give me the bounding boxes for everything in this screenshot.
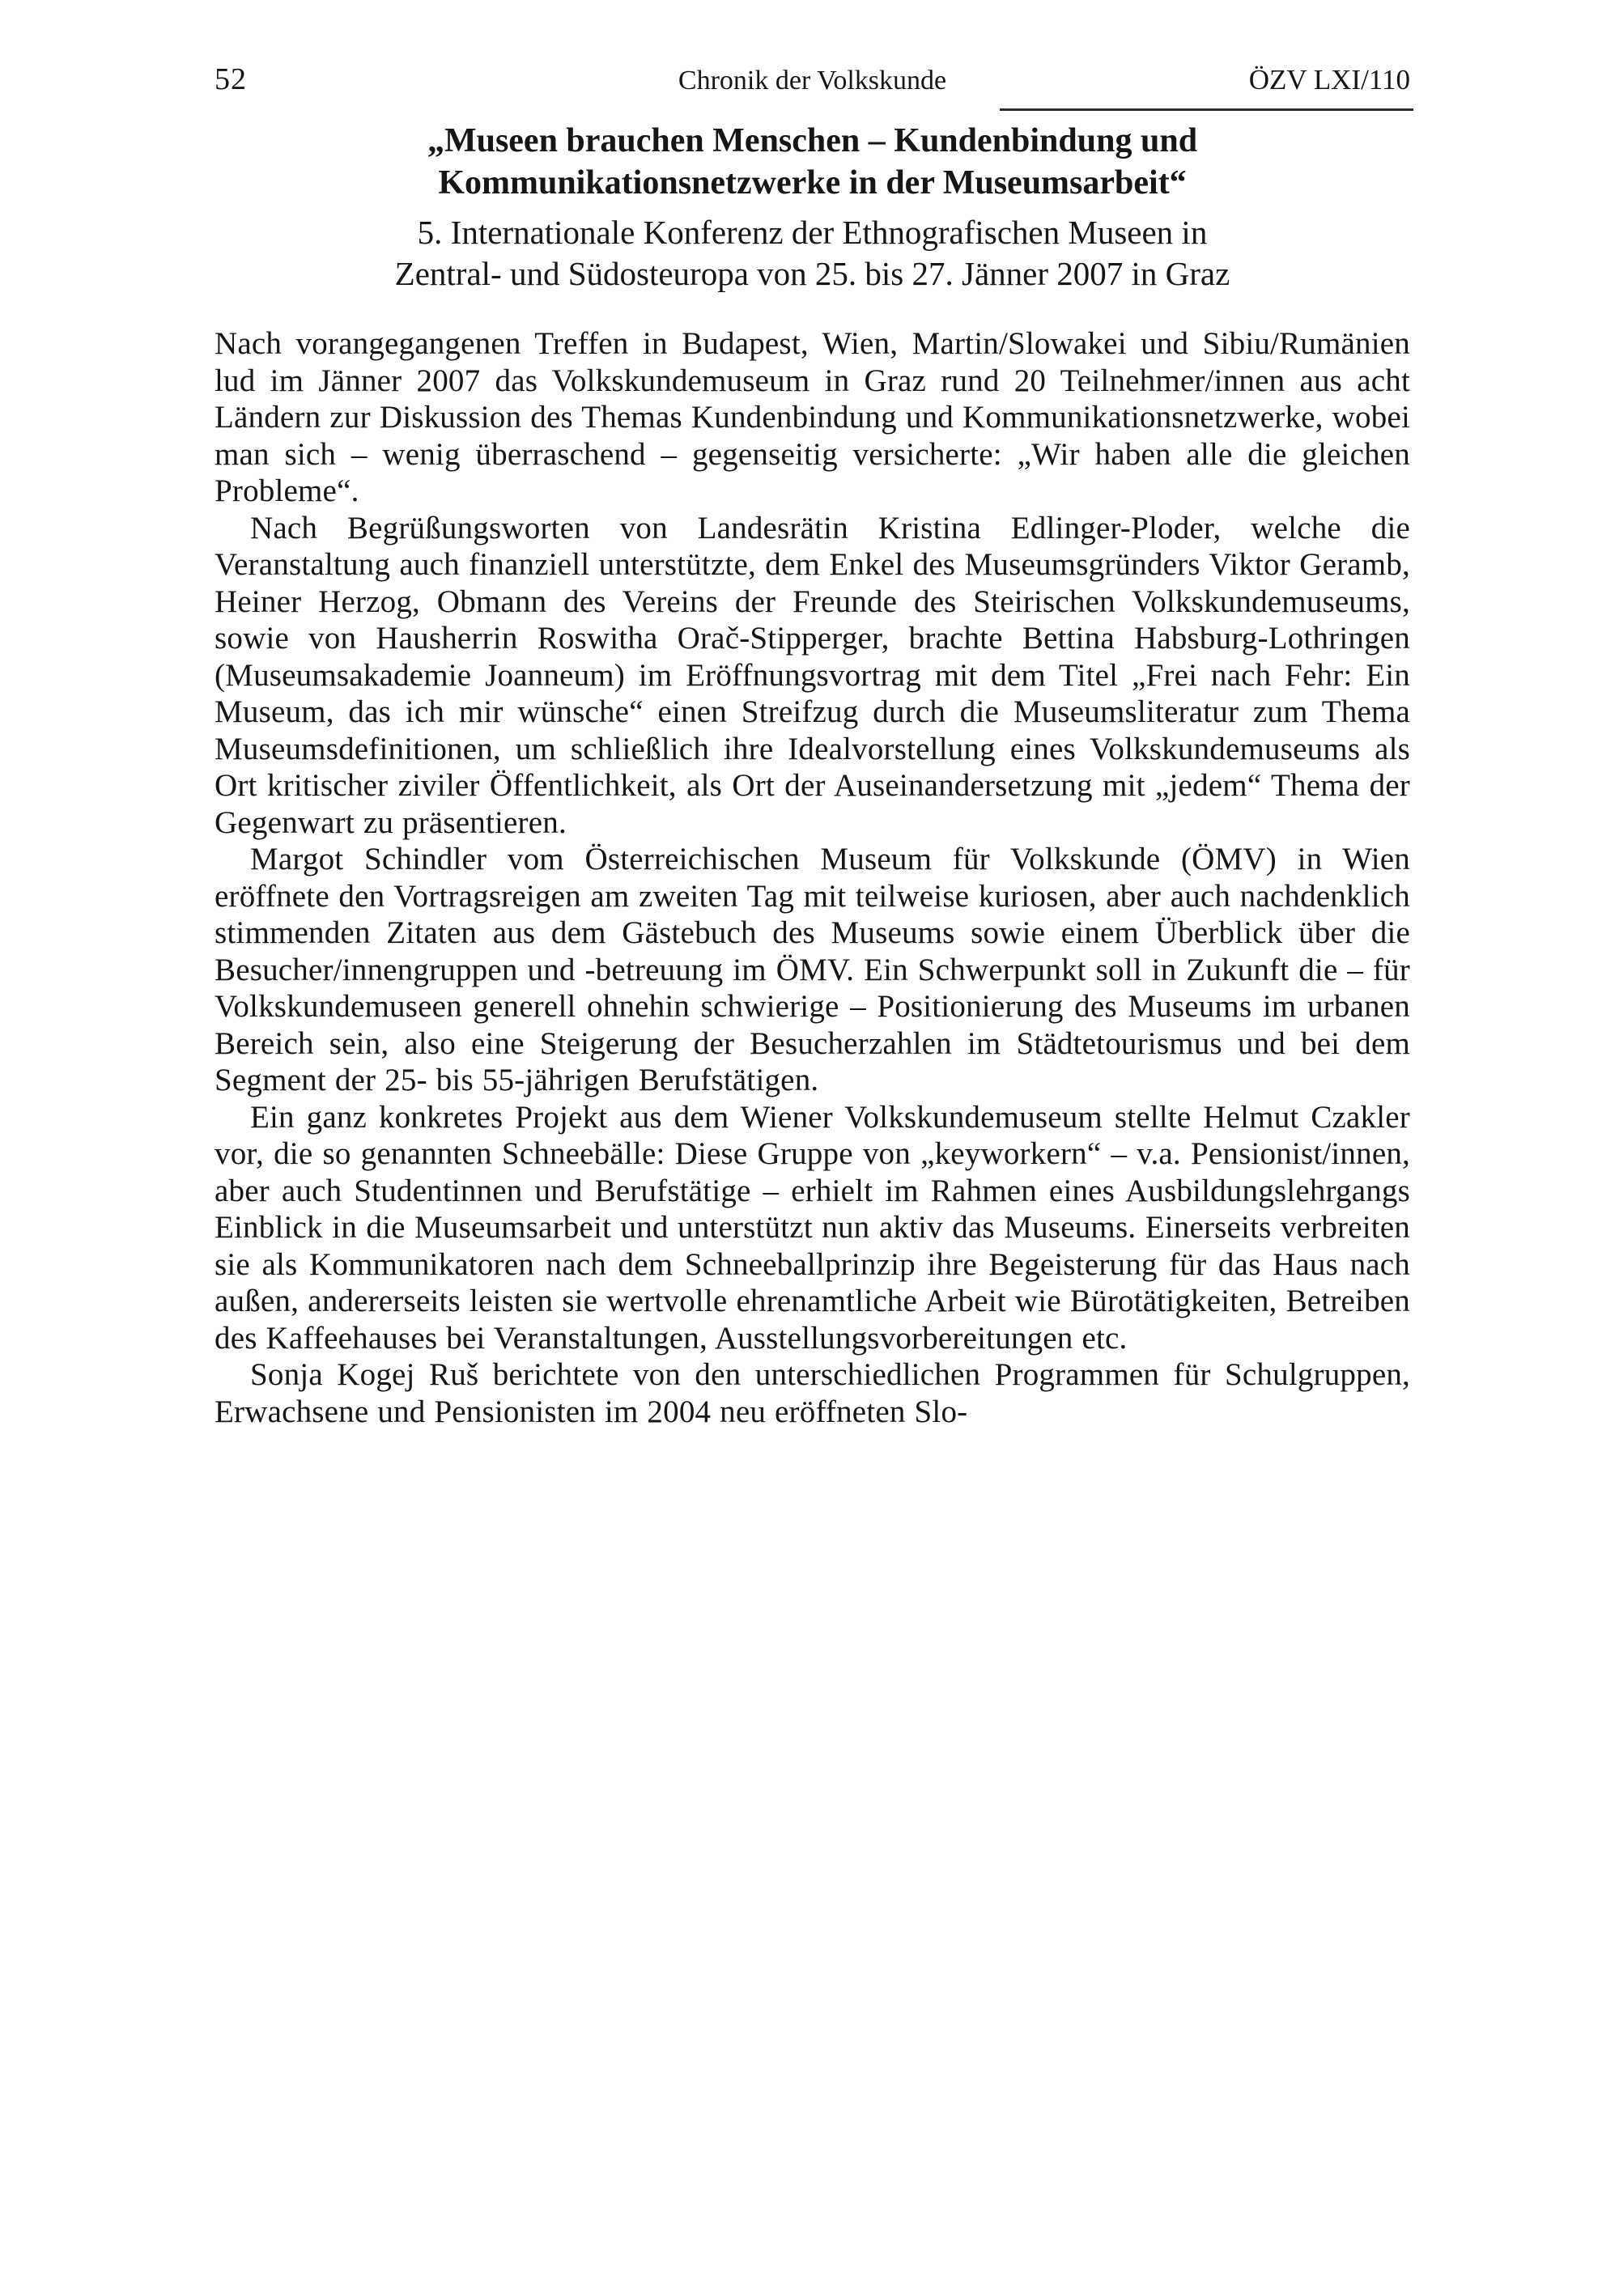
paragraph-5: Sonja Kogej Ruš berichtete von den unterschiedlichen Programmen für Schulgruppen, Erwachsene und Pensionisten im 2004 neu eröffneten Slo- bbox=[215, 1357, 1410, 1429]
article-title-line-2: Kommunikationsnetzwerke in der Museumsarbeit“ bbox=[438, 164, 1187, 202]
article-subtitle-line-2: Zentral- und Südosteuropa von 25. bis 27. Jänner 2007 in Graz bbox=[394, 255, 1230, 292]
header-rule-divider bbox=[1000, 108, 1413, 111]
page-number: 52 bbox=[215, 62, 247, 96]
article-body bbox=[215, 325, 1410, 1430]
article-subtitle-line-1: 5. Internationale Konferenz der Ethnografischen Museen in bbox=[417, 214, 1208, 251]
running-title: Chronik der Volkskunde bbox=[678, 66, 947, 95]
article-title bbox=[215, 120, 1410, 204]
paragraph-3: Margot Schindler vom Österreichischen Museum für Volkskunde (ÖMV) in Wien eröffnete den Vortragsreigen am zweiten Tag mit teilweise kuriosen, aber auch nachdenklich stimmenden Zitaten aus dem Gästebuch des Museums sowie einem Überblick über die Besucher/innengruppen und -betreuung im ÖMV. Ein Schwerpunkt soll in Zukunft die – für Volkskundemuseen generell ohnehin schwierige – Positionierung des Museums im urbanen Bereich sein, also eine Steigerung der Besucherzahlen im Städtetourismus und bei dem Segment der 25- bis 55-jährigen Berufstätigen. bbox=[215, 842, 1410, 1097]
article-subtitle bbox=[215, 212, 1410, 295]
page-header bbox=[215, 62, 1410, 97]
journal-reference: ÖZV LXI/110 bbox=[1248, 64, 1410, 95]
article-title-line-1: „Museen brauchen Menschen – Kundenbindung und bbox=[427, 122, 1198, 159]
paragraph-1: Nach vorangegangenen Treffen in Budapest, Wien, Martin/Slowakei und Sibiu/Rumänien lud im Jänner 2007 das Volkskundemuseum in Graz rund 20 Teilnehmer/innen aus acht Ländern zur Diskussion des Themas Kundenbindung und Kommunikationsnetzwerke, wobei man sich – wenig überraschend – gegenseitig versicherte: „Wir haben alle die gleichen Probleme“. bbox=[215, 326, 1410, 508]
paragraph-4: Ein ganz konkretes Projekt aus dem Wiener Volkskundemuseum stellte Helmut Czakler vor, die so genannten Schneebälle: Diese Gruppe von „keyworkern“ – v.a. Pensionist/innen, aber auch Studentinnen und Berufstätige – erhielt im Rahmen eines Ausbildungslehrgangs Einblick in die Museumsarbeit und unterstützt nun aktiv das Museums. Einerseits verbreiten sie als Kommunikatoren nach dem Schneeballprinzip ihre Begeisterung für das Haus nach außen, andererseits leisten sie wertvolle ehrenamtliche Arbeit wie Bürotätigkeiten, Betreiben des Kaffeehauses bei Veranstaltungen, Ausstellungsvorbereitungen etc. bbox=[215, 1099, 1410, 1356]
paragraph-2: Nach Begrüßungsworten von Landesrätin Kristina Edlinger-Ploder, welche die Veranstaltung auch finanziell unterstützte, dem Enkel des Museumsgründers Viktor Geramb, Heiner Herzog, Obmann des Vereins der Freunde des Steirischen Volkskundemuseums, sowie von Hausherrin Roswitha Orač-Stipperger, brachte Bettina Habsburg-Lothringen (Museumsakademie Joanneum) im Eröffnungsvortrag mit dem Titel „Frei nach Fehr: Ein Museum, das ich mir wünsche“ einen Streifzug durch die Museumsliteratur zum Thema Museumsdefinitionen, um schließlich ihre Idealvorstellung eines Volkskundemuseums als Ort kritischer ziviler Öffentlichkeit, als Ort der Auseinandersetzung mit „jedem“ Thema der Gegenwart zu präsentieren. bbox=[215, 510, 1410, 840]
